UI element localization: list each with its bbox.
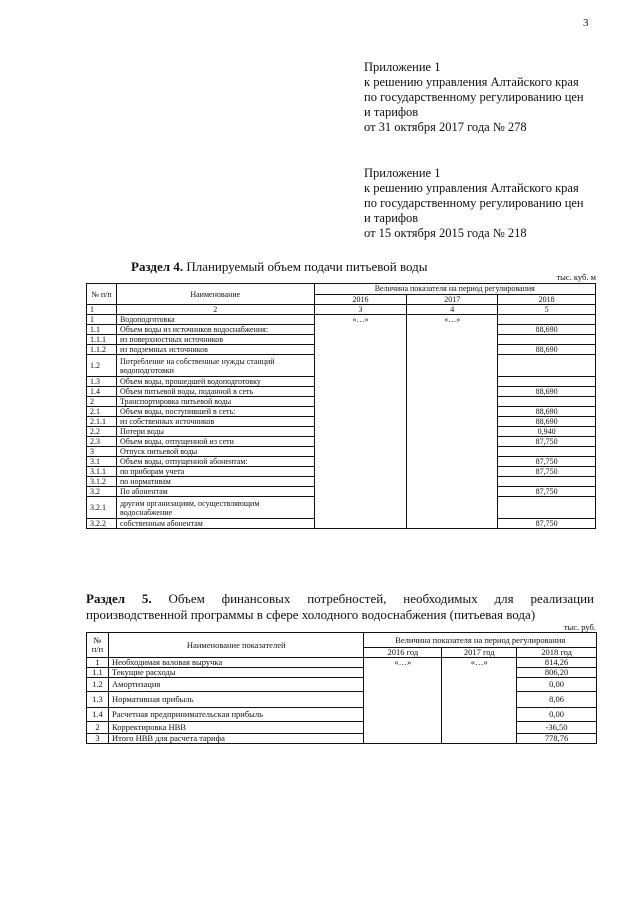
col-period-header: Величина показателя на период регулирования (364, 633, 597, 648)
section-4-title (131, 259, 428, 275)
table-row (87, 708, 597, 722)
row-name: Корректировка НВВ (108, 722, 363, 734)
table-row (87, 315, 596, 325)
value-2018: 87,750 (498, 467, 596, 477)
value-2018: 88,690 (498, 407, 596, 417)
index-cell: 4 (407, 305, 498, 315)
row-name: Водоподготовка (116, 315, 314, 325)
row-number: 2.1.1 (87, 417, 117, 427)
row-number: 3.1.1 (87, 467, 117, 477)
row-name: По абонентам (116, 487, 314, 497)
col-year-2016: 2016 (314, 294, 407, 305)
water-supply-volume-table (86, 283, 596, 529)
row-name: Потери воды (116, 427, 314, 437)
table-row (87, 722, 597, 734)
index-cell: 5 (498, 305, 596, 315)
value-2018: 0,00 (517, 708, 597, 722)
value-2018: 87,750 (498, 457, 596, 467)
value-2018 (498, 497, 596, 519)
value-2018: 8,06 (517, 692, 597, 708)
value-2018 (498, 355, 596, 377)
row-name: Расчетная предпринимательская прибыль (108, 708, 363, 722)
financial-needs-table (86, 632, 597, 744)
value-2018 (498, 335, 596, 345)
value-2018: 806,20 (517, 668, 597, 678)
row-number: 1.1.1 (87, 335, 117, 345)
section-4-heading: Планируемый объем подачи питьевой воды (183, 259, 428, 274)
row-number: 2 (87, 722, 109, 734)
index-cell: 2 (116, 305, 314, 315)
col-year-2017: 2017 год (442, 648, 517, 658)
row-number: 3 (87, 447, 117, 457)
value-2018: 0,940 (498, 427, 596, 437)
table-header-row (87, 633, 597, 648)
row-name: Итого НВВ для расчета тарифа (108, 734, 363, 744)
row-number: 1.3 (87, 692, 109, 708)
table-row (87, 678, 597, 692)
table-header-row (87, 284, 596, 295)
index-cell: 3 (314, 305, 407, 315)
value-2018 (498, 315, 596, 325)
row-number: 2.3 (87, 437, 117, 447)
row-name: из собственных источников (116, 417, 314, 427)
row-number: 1.1 (87, 668, 109, 678)
row-name: Объем воды, отпущенной абонентам: (116, 457, 314, 467)
section-4-unit: тыс. куб. м (556, 272, 596, 282)
table-row (87, 734, 597, 744)
row-number: 3.1.2 (87, 477, 117, 487)
col-name-header: Наименование показателей (108, 633, 363, 658)
value-2018: 88,690 (498, 325, 596, 335)
row-name: Транспортировка питьевой воды (116, 397, 314, 407)
row-name: другим организациям, осуществляющим водоснабжение (116, 497, 314, 519)
section-5-title (86, 591, 594, 623)
row-number: 1.4 (87, 708, 109, 722)
appendix-line: и тарифов (364, 211, 419, 225)
value-2018: 814,26 (517, 658, 597, 668)
row-number: 1 (87, 658, 109, 668)
row-number: 2 (87, 397, 117, 407)
row-number: 1.4 (87, 387, 117, 397)
row-number: 1.1.2 (87, 345, 117, 355)
value-2018: 88,690 (498, 387, 596, 397)
table-row (87, 692, 597, 708)
row-number: 2.2 (87, 427, 117, 437)
value-2018: -36,50 (517, 722, 597, 734)
value-2018: 88,690 (498, 417, 596, 427)
col-name-header: Наименование (116, 284, 314, 305)
row-number: 3.2.2 (87, 519, 117, 529)
page-number: 3 (583, 17, 589, 29)
appendix-header-current (364, 60, 584, 135)
section-5-heading: Объем финансовых потребностей, необходимых для реализации производственной программы в сфере холодного водоснабжения (питьевая вода) (86, 591, 594, 622)
row-name: Потребление на собственные нужды станций водоподготовки (116, 355, 314, 377)
appendix-line: от 31 октября 2017 года № 278 (364, 120, 527, 134)
value-2017: «…» (407, 315, 498, 529)
col-period-header: Величина показателя на период регулирования (314, 284, 595, 295)
row-number: 1.3 (87, 377, 117, 387)
col-num-header: № п/п (87, 284, 117, 305)
value-2018 (498, 397, 596, 407)
row-name: Объем питьевой воды, поданной в сеть (116, 387, 314, 397)
row-name: из поверхностных источников (116, 335, 314, 345)
col-year-2018: 2018 год (517, 648, 597, 658)
row-number: 3.2.1 (87, 497, 117, 519)
value-2018 (498, 477, 596, 487)
appendix-header-original (364, 166, 584, 241)
value-2018 (498, 377, 596, 387)
appendix-line: к решению управления Алтайского края (364, 75, 579, 89)
row-number: 1.2 (87, 678, 109, 692)
row-number: 2.1 (87, 407, 117, 417)
col-year-2018: 2018 (498, 294, 596, 305)
appendix-line: от 15 октября 2015 года № 218 (364, 226, 527, 240)
row-name: Отпуск питьевой воды (116, 447, 314, 457)
value-2016: «…» (364, 658, 442, 744)
section-5-label: Раздел 5. (86, 591, 152, 606)
appendix-line: и тарифов (364, 105, 419, 119)
col-year-2016: 2016 год (364, 648, 442, 658)
col-num-header: № п/п (87, 633, 109, 658)
row-name: Амортизация (108, 678, 363, 692)
row-name: Нормативная прибыль (108, 692, 363, 708)
row-name: Объем воды, прошедшей водоподготовку (116, 377, 314, 387)
appendix-line: по государственному регулированию цен (364, 196, 584, 210)
col-year-2017: 2017 (407, 294, 498, 305)
row-number: 3.2 (87, 487, 117, 497)
section-4-label: Раздел 4. (131, 259, 184, 274)
appendix-line: к решению управления Алтайского края (364, 181, 579, 195)
appendix-line: по государственному регулированию цен (364, 90, 584, 104)
index-cell: 1 (87, 305, 117, 315)
row-name: Необходимая валовая выручка (108, 658, 363, 668)
appendix-line: Приложение 1 (364, 166, 441, 180)
row-name: Объем воды из источников водоснабжения: (116, 325, 314, 335)
row-number: 1 (87, 315, 117, 325)
row-number: 1.1 (87, 325, 117, 335)
row-name: собственным абонентам (116, 519, 314, 529)
value-2018: 87,750 (498, 487, 596, 497)
section-5-unit: тыс. руб. (563, 622, 596, 632)
table-row (87, 668, 597, 678)
table-row (87, 658, 597, 668)
value-2018: 87,750 (498, 437, 596, 447)
table-index-row (87, 305, 596, 315)
row-name: из подземных источников (116, 345, 314, 355)
appendix-line: Приложение 1 (364, 60, 441, 74)
value-2018 (498, 447, 596, 457)
row-name: Текущие расходы (108, 668, 363, 678)
value-2018: 87,750 (498, 519, 596, 529)
row-number: 3 (87, 734, 109, 744)
row-number: 3.1 (87, 457, 117, 467)
value-2017: «…» (442, 658, 517, 744)
row-name: по нормативам (116, 477, 314, 487)
row-name: Объем воды, отпущенной из сети (116, 437, 314, 447)
row-number: 1.2 (87, 355, 117, 377)
value-2016: «…» (314, 315, 407, 529)
value-2018: 778,76 (517, 734, 597, 744)
value-2018: 88,690 (498, 345, 596, 355)
row-name: по приборам учета (116, 467, 314, 477)
value-2018: 0,00 (517, 678, 597, 692)
row-name: Объем воды, поступившей в сеть: (116, 407, 314, 417)
